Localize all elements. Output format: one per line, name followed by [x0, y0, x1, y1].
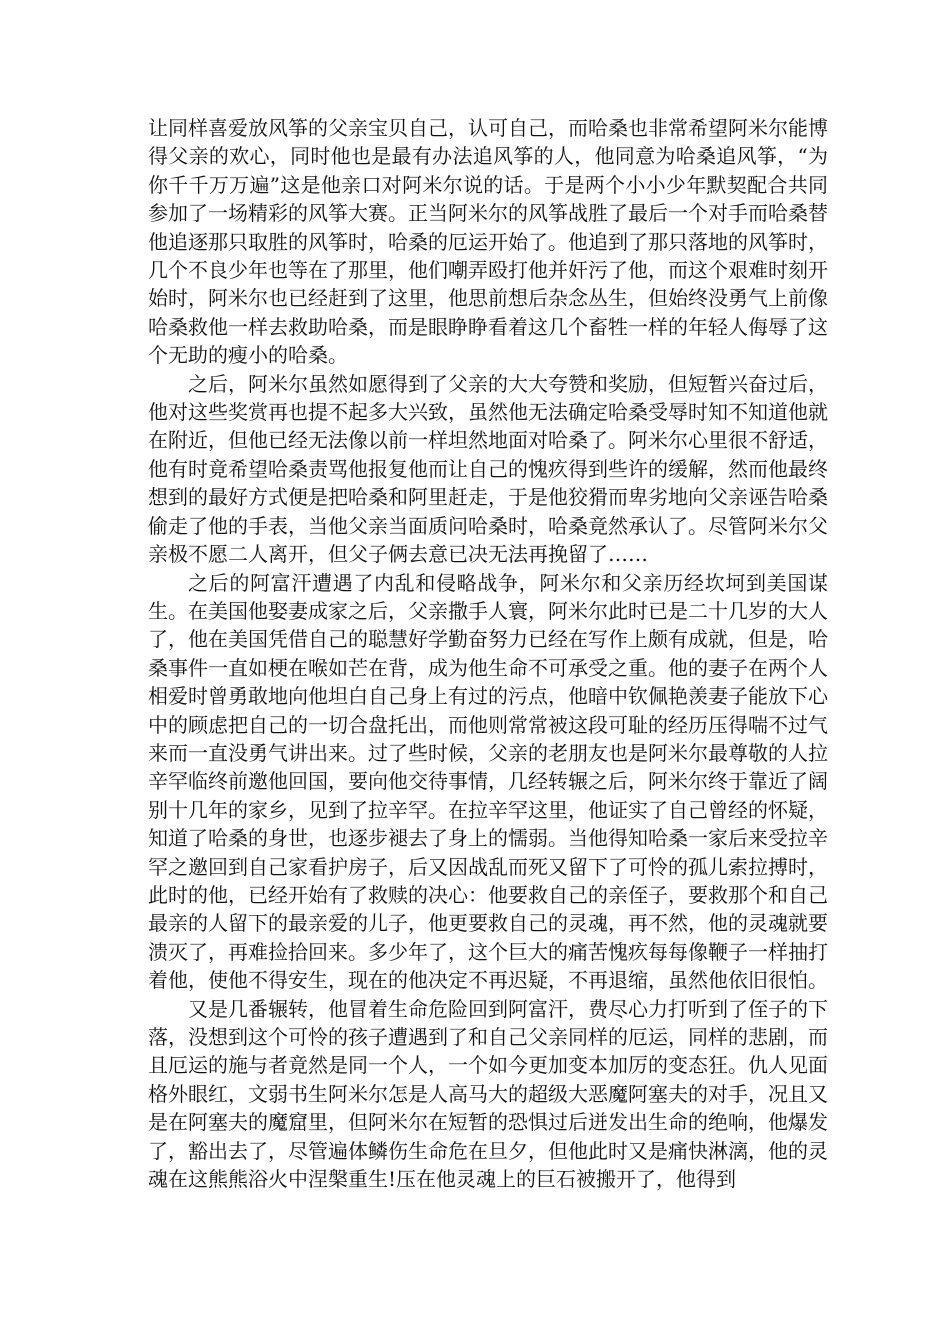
paragraph-2: 之后，阿米尔虽然如愿得到了父亲的大大夸赞和奖励，但短暂兴奋过后，他对这些奖赏再也提不起多大兴致，虽然他无法确定哈桑受辱时知不知道他就在附近，但他已经无法像以前一样坦然地面对哈桑了。阿米尔心里很不舒适，他有时竟希望哈桑责骂他报复他而让自己的愧疚得到些许的缓解，然而他最终想到的最好方式便是把哈桑和阿里赶走，于是他狡猾而卑劣地向父亲诬告哈桑偷走了他的手表，当他父亲当面质问哈桑时，哈桑竟然承认了。尽管阿米尔父亲极不愿二人离开，但父子俩去意已决无法再挽留了…… — [148, 371, 828, 567]
paragraph-1: 让同样喜爱放风筝的父亲宝贝自己，认可自己，而哈桑也非常希望阿米尔能博得父亲的欢心，同时他也是最有办法追风筝的人，他同意为哈桑追风筝，“为你千千万万遍”这是他亲口对阿米尔说的话。于是两个小小少年默契配合共同参加了一场精彩的风筝大赛。正当阿米尔的风筝战胜了最后一个对手而哈桑替他追逐那只取胜的风筝时，哈桑的厄运开始了。他追到了那只落地的风筝时，几个不良少年也等在了那里，他们嘲弄殴打他并奸污了他，而这个艰难时刻开始时，阿米尔也已经赶到了这里，他思前想后杂念丛生，但始终没勇气上前像哈桑救他一样去救助哈桑，而是眼睁睁看着这几个畜牲一样的年轻人侮辱了这个无助的瘦小的哈桑。 — [148, 116, 828, 368]
paragraph-3: 之后的阿富汗遭遇了内乱和侵略战争，阿米尔和父亲历经坎坷到美国谋生。在美国他娶妻成家之后，父亲撒手人寰，阿米尔此时已是二十几岁的大人了，他在美国凭借自己的聪慧好学勤奋努力已经在写作上颇有成就，但是，哈桑事件一直如梗在喉如芒在背，成为他生命不可承受之重。他的妻子在两个人相爱时曾勇敢地向他坦白自己身上有过的污点，他暗中钦佩艳羡妻子能放下心中的顾虑把自己的一切合盘托出，而他则常常被这段可耻的经历压得喘不过气来而一直没勇气讲出来。过了些时候，父亲的老朋友也是阿米尔最尊敬的人拉辛罕临终前邀他回国，要向他交待事情，几经转辗之后，阿米尔终于靠近了阔别十几年的家乡，见到了拉辛罕。在拉辛罕这里，他证实了自己曾经的怀疑，知道了哈桑的身世，也逐步褪去了身上的懦弱。当他得知哈桑一家后来受拉辛罕之邀回到自己家看护房子，后又因战乱而死又留下了可怜的孤儿索拉搏时，此时的他，已经开始有了救赎的决心：他要救自己的亲侄子，要救那个和自己最亲的人留下的最亲爱的儿子，他更要救自己的灵魂，再不然，他的灵魂就要溃灭了，再难捡拾回来。多少年了，这个巨大的痛苦愧疚每每像鞭子一样抽打着他，使他不得安生，现在的他决定不再迟疑，不再退缩，虽然他依旧很怕。 — [148, 570, 828, 993]
paragraph-4: 又是几番辗转，他冒着生命危险回到阿富汗，费尽心力打听到了侄子的下落，没想到这个可怜的孩子遭遇到了和自己父亲同样的厄运，同样的悲剧，而且厄运的施与者竟然是同一个人，一个如今更加变本加厉的变态狂。仇人见面格外眼红，文弱书生阿米尔怎是人高马大的超级大恶魔阿塞夫的对手，况且又是在阿塞夫的魔窟里，但阿米尔在短暂的恐惧过后迸发出生命的绝响，他爆发了，豁出去了，尽管遍体鳞伤生命危在旦夕，但他此时又是痛快淋漓，他的灵魂在这熊熊浴火中涅槃重生!压在他灵魂上的巨石被搬开了，他得到 — [148, 996, 828, 1192]
body-text — [148, 114, 828, 1193]
